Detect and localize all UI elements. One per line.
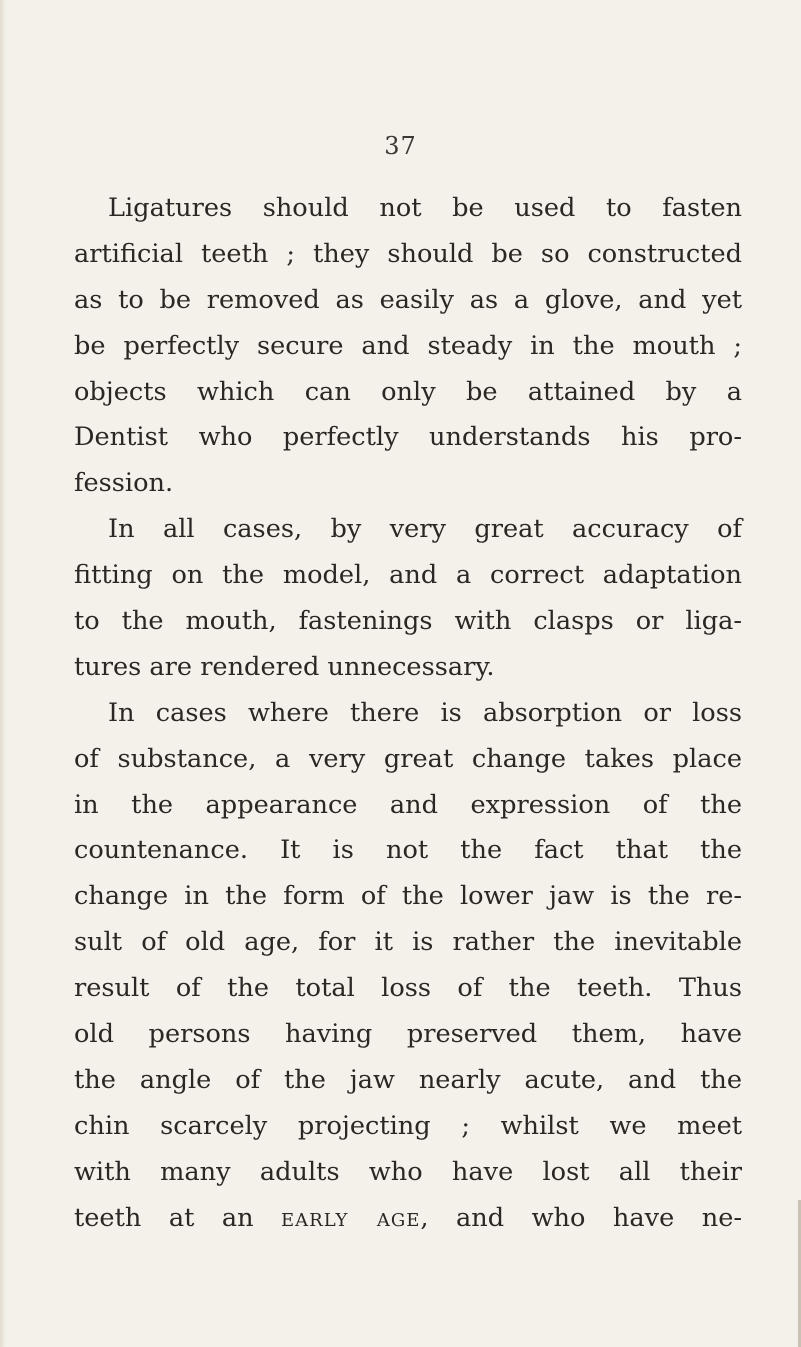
text-line: as to be removed as easily as a glove, and yet <box>74 284 742 315</box>
text-line: chin scarcely projecting ; whilst we meet <box>74 1110 742 1141</box>
text-line: Dentist who perfectly understands his pro- <box>74 422 742 453</box>
text-fragment: , and who have ne- <box>420 1202 742 1233</box>
text-line: In cases where there is absorption or loss <box>108 697 742 728</box>
text-line: sult of old age, for it is rather the inevitable <box>74 927 742 958</box>
text-fragment: teeth at an <box>74 1202 282 1233</box>
text-line: countenance. It is not the fact that the <box>74 835 742 866</box>
text-line: with many adults who have lost all their <box>74 1156 742 1187</box>
text-line: Ligatures should not be used to fasten <box>108 193 742 223</box>
text-line: of substance, a very great change takes place <box>74 743 742 774</box>
text-line: in the appearance and expression of the <box>74 789 742 820</box>
small-caps-phrase: early age <box>281 1202 421 1233</box>
text-line: to the mouth, fastenings with clasps or liga- <box>74 606 742 637</box>
text-line: objects which can only be attained by a <box>74 376 742 407</box>
text-line: fitting on the model, and a correct adaptation <box>74 560 742 591</box>
text-line: old persons having preserved them, have <box>74 1019 742 1050</box>
page-edge-shadow <box>0 0 6 1347</box>
text-line: tures are rendered unnecessary. <box>74 651 495 682</box>
text-line: fession. <box>74 468 174 499</box>
text-line: In all cases, by very great accuracy of <box>108 514 742 545</box>
text-line: be perfectly secure and steady in the mouth ; <box>74 330 742 361</box>
text-line: the angle of the jaw nearly acute, and the <box>74 1064 742 1095</box>
body-text <box>74 186 742 1241</box>
text-line: result of the total loss of the teeth. Thus <box>74 973 742 1004</box>
page-number: 37 <box>384 132 417 160</box>
text-line: change in the form of the lower jaw is the re- <box>74 881 742 912</box>
text-line-final <box>74 1196 742 1242</box>
text-line: artificial teeth ; they should be so constructed <box>74 238 742 269</box>
